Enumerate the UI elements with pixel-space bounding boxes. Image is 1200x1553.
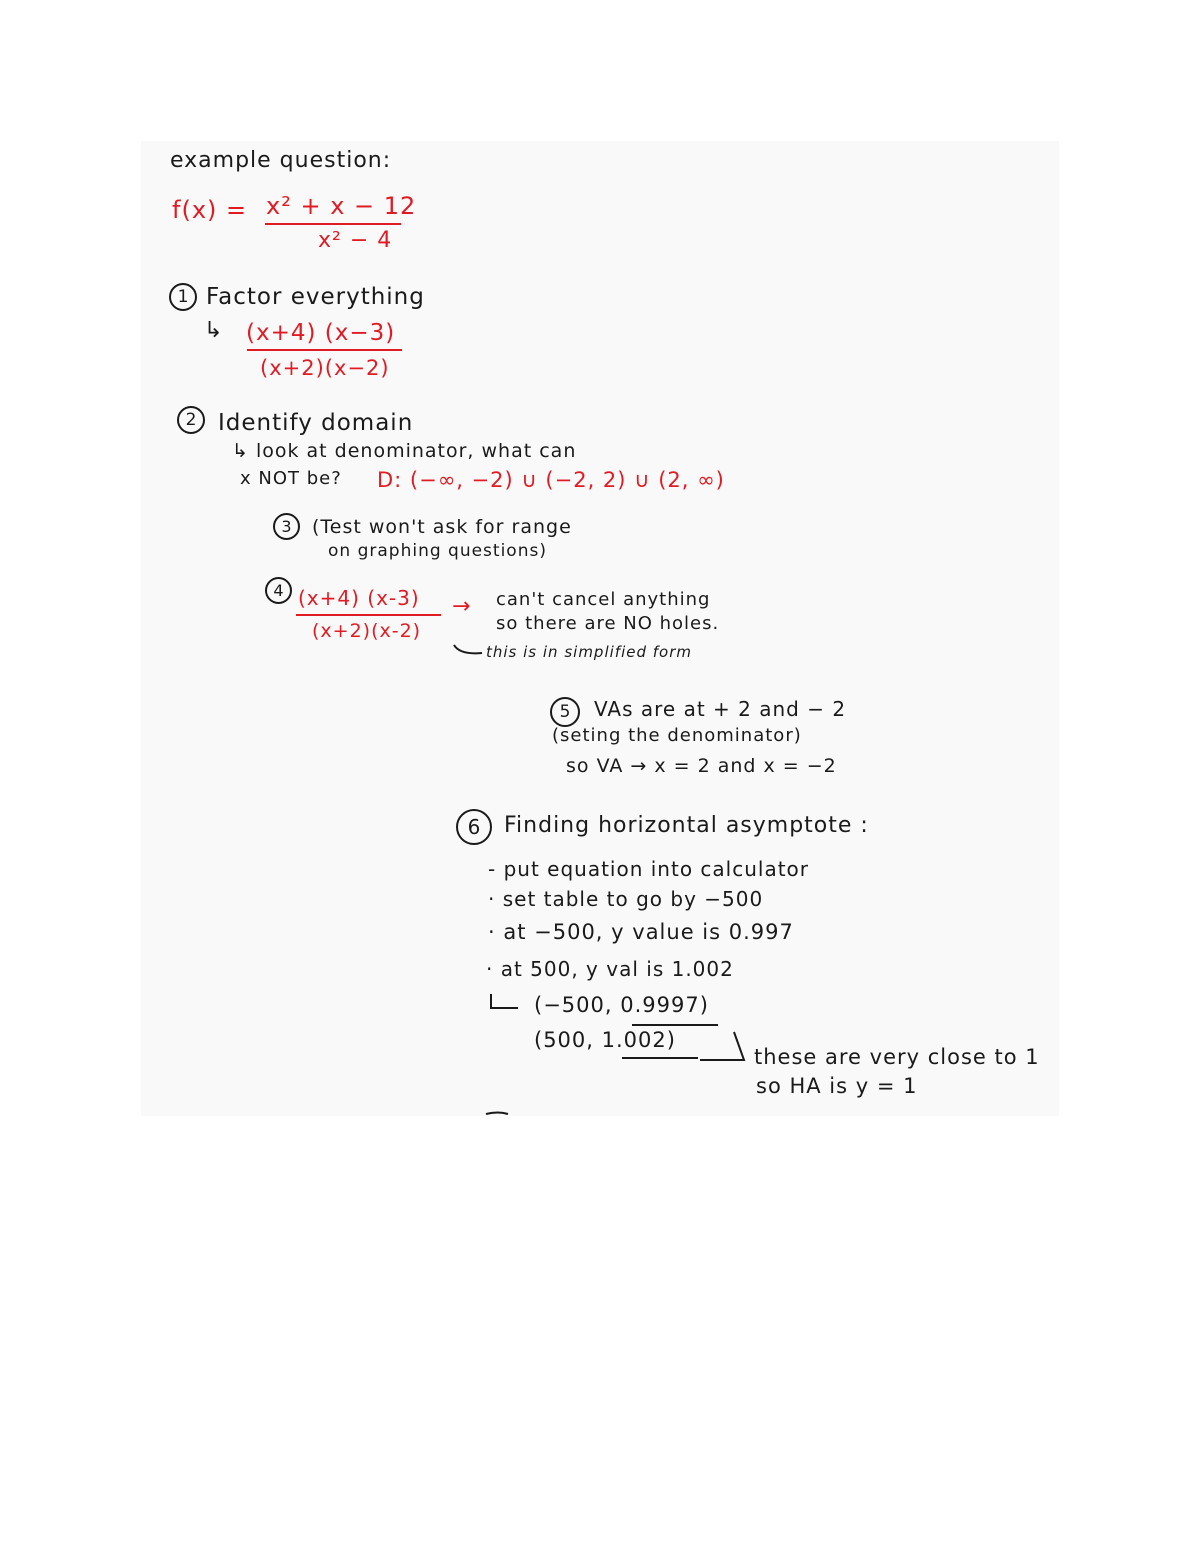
step3-line2: on graphing questions)	[328, 541, 547, 561]
step1-denominator: (x+2)(x−2)	[260, 356, 390, 380]
function-numerator: x² + x − 12	[266, 192, 417, 220]
step5-number: 5	[550, 697, 580, 727]
step1-numerator: (x+4) (x−3)	[246, 320, 396, 346]
step4-note1: can't cancel anything	[496, 589, 711, 610]
step3-line1: (Test won't ask for range	[312, 516, 572, 538]
step4-denominator: (x+2)(x-2)	[312, 620, 422, 642]
step4-arrow: →	[452, 594, 472, 619]
step4-note3: this is in simplified form	[486, 643, 692, 661]
step2-title: Identify domain	[218, 410, 414, 436]
step2-line2: x NOT be?	[240, 468, 342, 489]
step1-number: 1	[169, 283, 197, 311]
function-denominator: x² − 4	[318, 228, 393, 253]
step6-title: Finding horizontal asymptote :	[504, 813, 869, 838]
function-label: f(x) =	[172, 196, 248, 224]
step4-note2: so there are NO holes.	[496, 613, 720, 634]
step5-line3: so VA → x = 2 and x = −2	[566, 755, 837, 777]
step6-conclusion-2: so HA is y = 1	[756, 1074, 918, 1098]
step6-conclusion-1: these are very close to 1	[754, 1045, 1040, 1069]
step4-number: 4	[265, 577, 292, 604]
step6-bullet-3: · at −500, y value is 0.997	[488, 920, 794, 944]
step2-number: 2	[177, 406, 205, 434]
step5-line1: VAs are at + 2 and − 2	[594, 697, 847, 721]
step6-point-2: (500, 1.002)	[534, 1028, 676, 1052]
step3-number: 3	[273, 513, 300, 540]
step6-number: 6	[456, 809, 492, 845]
step2-line1: ↳ look at denominator, what can	[232, 440, 577, 462]
step5-line2: (seting the denominator)	[552, 725, 802, 746]
step6-bullet-4: · at 500, y val is 1.002	[486, 957, 734, 981]
step6-point-1: (−500, 0.9997)	[534, 993, 709, 1017]
step6-bullet-1: - put equation into calculator	[488, 857, 810, 881]
step1-title: Factor everything	[206, 284, 425, 310]
step6-bullet-2: · set table to go by −500	[488, 887, 764, 911]
step2-domain: D: (−∞, −2) ∪ (−2, 2) ∪ (2, ∞)	[377, 468, 725, 492]
heading: example question:	[170, 148, 392, 173]
step1-arrow: ↳	[204, 318, 224, 343]
step4-numerator: (x+4) (x-3)	[298, 586, 420, 610]
